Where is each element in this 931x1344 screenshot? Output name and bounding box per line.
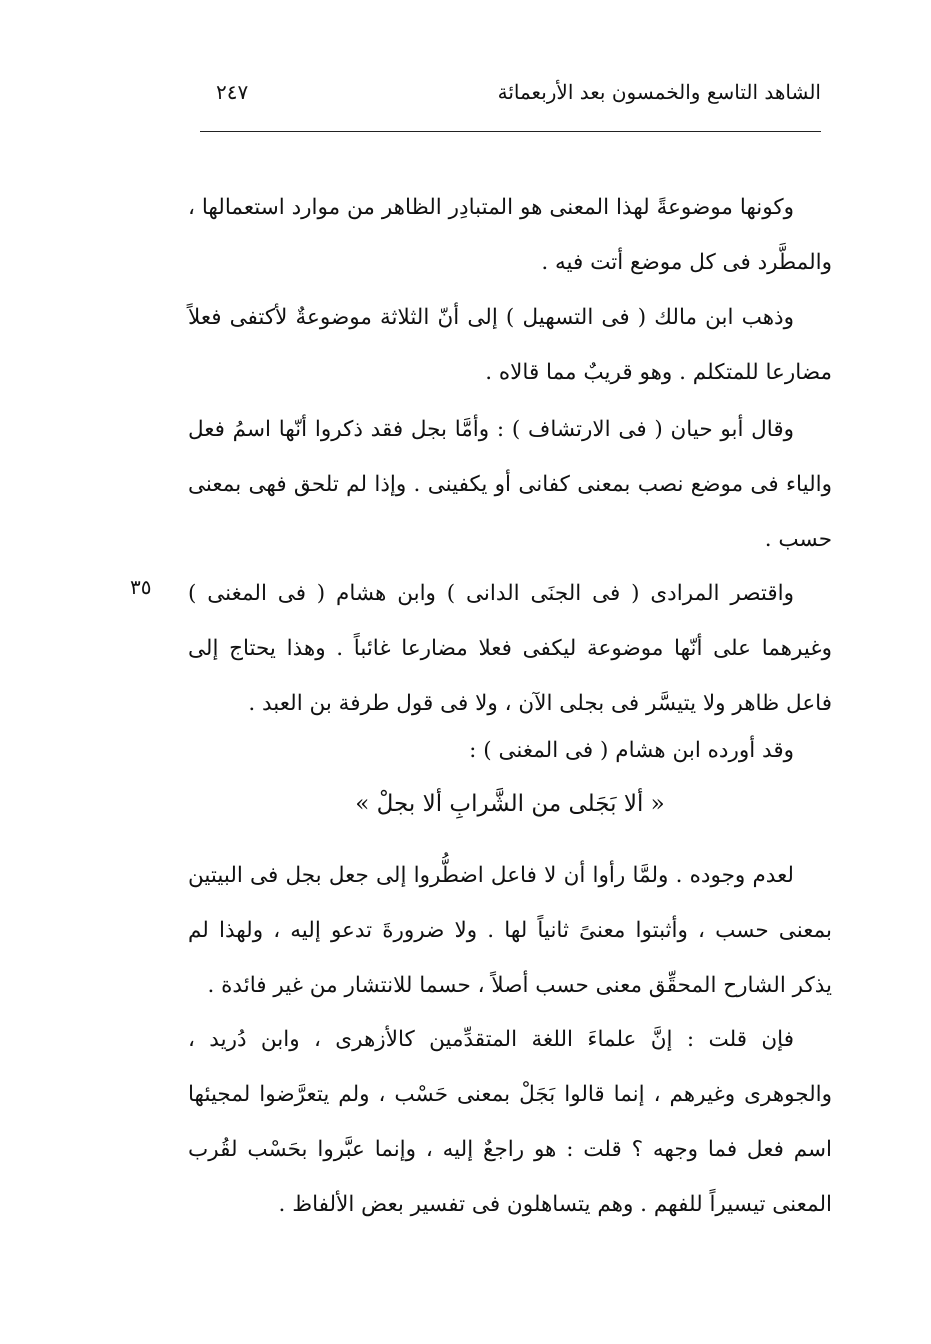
paragraph-4: واقتصر المرادى ( فى الجنَى الدانى ) وابن هشام ( فى المغنى ) وغيرهما على أنّها موضوعة ليكفى فعلا مضارعا غائباً . وهذا يحتاج إلى فاعل ظاهر ولا يتيسَّر فى بجلى الآن ، ولا فى قول طرفة بن العبد . xyxy=(188,581,832,716)
margin-line-number: ٣٥ xyxy=(130,575,152,599)
paragraph-6: لعدم وجوده . ولمَّا رأوا أن لا فاعل اضطُّروا إلى جعل بجل فى البيتين بمعنى حسب ، وأثبتوا معنىً ثانياً لها . ولا ضرورةَ تدعو إليه ، ولهذا لم يذكر الشارح المحقِّق معنى حسب أصلاً ، حسما للانتشار من غير فائدة . xyxy=(188,863,832,998)
running-header-title: الشاهد التاسع والخمسون بعد الأربعمائة xyxy=(497,80,821,104)
verse-line: « ألا بَجَلى من الشَّرابِ ألا بجلْ » xyxy=(355,791,665,817)
paragraph-3: وقال أبو حيان ( فى الارتشاف ) : وأمَّا بجل فقد ذكروا أنّها اسمُ فعل والياء فى موضع نصب بمعنى كفانى أو يكفينى . وإذا لم تلحق فهى بمعنى حسب . xyxy=(188,417,832,552)
paragraph-5: وقد أورده ابن هشام ( فى المغنى ) : xyxy=(469,738,794,763)
page-number: ٢٤٧ xyxy=(216,80,249,104)
paragraph-7: فإن قلت : إنَّ علماءَ اللغة المتقدِّمين كالأزهرى ، وابن دُريد ، والجوهرى وغيرهم ، إنما قالوا بَجَلْ بمعنى حَسْب ، ولم يتعرَّضوا لمجيئها اسم فعل فما وجهه ؟ قلت : هو راجعٌ إليه ، وإنما عبَّروا بحَسْب لقُرب المعنى تيسيراً للفهم . وهم يتساهلون فى تفسير بعض الألفاظ . xyxy=(188,1027,832,1217)
header-rule xyxy=(200,131,821,132)
paragraph-2: وذهب ابن مالك ( فى التسهيل ) إلى أنّ الثلاثة موضوعةٌ لأكتفى فعلاً مضارعا للمتكلم . وهو قريبٌ مما قالاه . xyxy=(188,305,832,385)
paragraph-1: وكونها موضوعةً لهذا المعنى هو المتبادِر الظاهر من موارد استعمالها ، والمطَّرد فى كل موضع أتت فيه . xyxy=(188,195,832,275)
